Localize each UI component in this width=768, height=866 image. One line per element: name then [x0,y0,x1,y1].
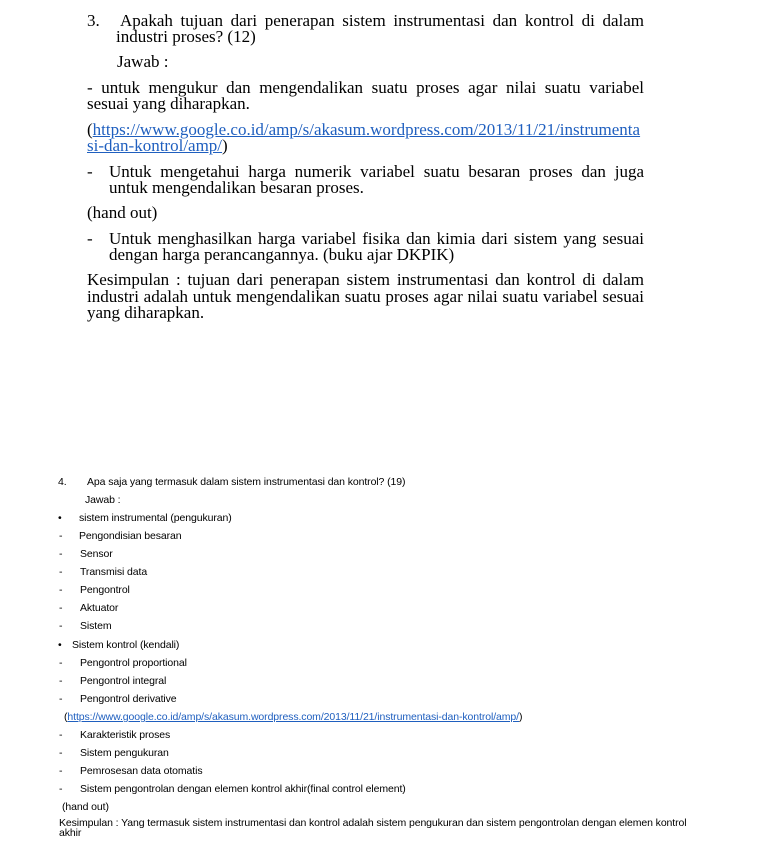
list-item: Pengontrol integral [80,675,167,687]
q4-source-close: ) [518,711,523,723]
list-item: Sistem pengontrolan dengan elemen kontrol akhir(final control element) [80,783,406,795]
list-item: Sistem pengukuran [80,747,169,759]
q3-source-1 [87,122,644,154]
list-item: Pengontrol [80,584,130,596]
q3-answer-2: Untuk mengetahui harga numerik variabel suatu besaran proses dan juga untuk mengendalikan besaran proses. [109,162,644,197]
dash: - [59,620,63,632]
list-item: Pengontrol proportional [80,657,187,669]
q4-source-2: (hand out) [62,801,109,813]
list-item: Transmisi data [80,566,148,578]
dash: - [59,530,63,542]
dash: - [59,566,63,578]
list-item: Pengondisian besaran [79,530,182,542]
q3-source-link[interactable]: https://www.google.co.id/amp/s/akasum.wordpress.com/2013/11/21/instrumentasi-dan-kontrol/amp/ [87,120,641,155]
dash: - [59,693,63,705]
list-item: Karakteristik proses [80,729,171,741]
dash: - [59,548,63,560]
q4-question: Apa saja yang termasuk dalam sistem instrumentasi dan kontrol? (19) [87,476,406,488]
q3-answer-2-dash: - [87,162,93,181]
dash: - [59,602,63,614]
dash: - [59,657,63,669]
dash: - [59,584,63,596]
q3-answer-3-dash: - [87,229,93,248]
q3-number: 3. [87,11,100,30]
q3-answer-label: Jawab : [117,52,169,71]
q4-source [64,708,522,726]
list-item: Sistem [80,620,112,632]
list-item: Pemrosesan data otomatis [80,765,203,777]
dash: - [59,675,63,687]
q4-source-link[interactable]: https://www.google.co.id/amp/s/akasum.wordpress.com/2013/11/21/instrumentasi-dan-kontrol/amp/ [67,711,519,723]
dash: - [59,783,63,795]
list-item: Pengontrol derivative [80,693,177,705]
q4-group1-bullet: • [58,512,62,524]
list-item: Aktuator [80,602,119,614]
q3-answer-2-source: (hand out) [87,203,158,222]
q3-conclusion: Kesimpulan : tujuan dari penerapan sistem instrumentasi dan kontrol di dalam industri adalah untuk mengendalikan suatu proses agar nilai suatu variabel sesuai yang diharapkan. [87,270,644,322]
dash: - [59,765,63,777]
q3-source-close: ) [222,136,228,155]
q3-answer-3: Untuk menghasilkan harga variabel fisika dan kimia dari sistem yang sesuai dengan harga perancangannya. (buku ajar DKPIK) [109,229,644,264]
q4-conclusion: Kesimpulan : Yang termasuk sistem instrumentasi dan kontrol adalah sistem pengukuran dan sistem pengontrolan dengan elemen kontrol akhir [59,817,687,839]
dash: - [59,729,63,741]
q3-question: Apakah tujuan dari penerapan sistem instrumentasi dan kontrol di dalam industri proses? (12) [116,11,644,46]
q4-number: 4. [58,476,67,488]
q3-source-open: ( [87,120,93,139]
q4-group2-title: Sistem kontrol (kendali) [72,639,180,651]
q4-source-open: ( [64,711,68,723]
list-item: Sensor [80,548,113,560]
q3-answer-1: - untuk mengukur dan mengendalikan suatu proses agar nilai suatu variabel sesuai yang diharapkan. [87,78,644,113]
q4-group2-bullet: • [58,639,62,651]
q4-answer-label: Jawab : [85,494,121,506]
dash: - [59,747,63,759]
q4-group1-title: sistem instrumental (pengukuran) [79,512,232,524]
